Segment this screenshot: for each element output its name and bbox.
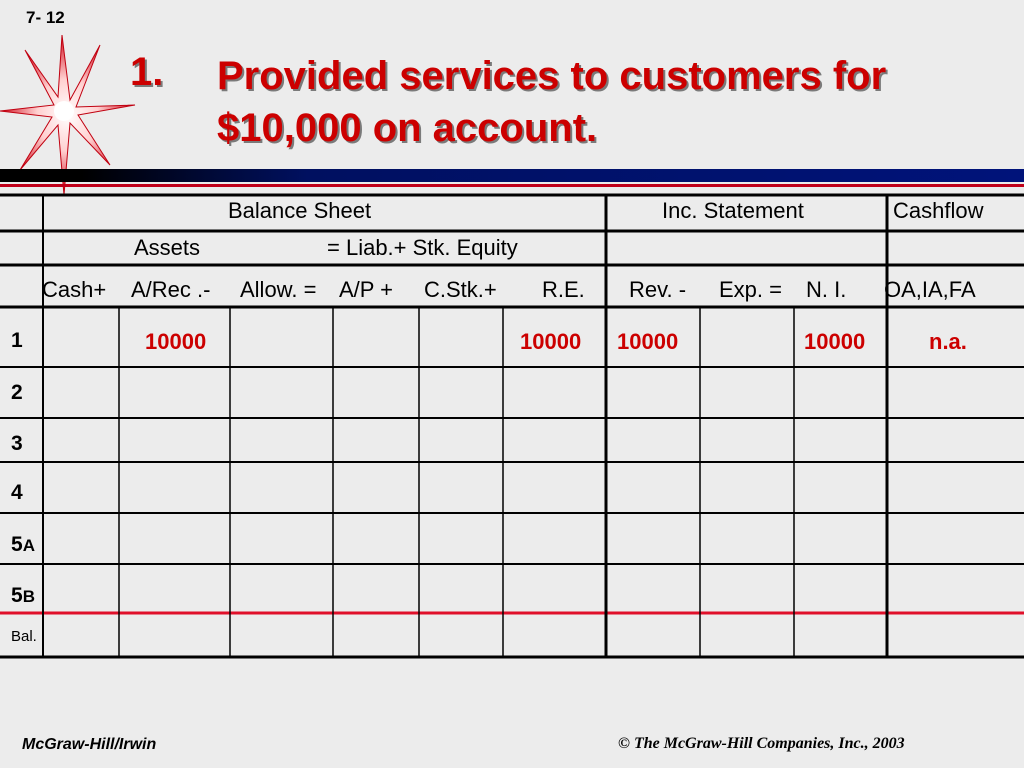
row-label-2: 2 — [11, 381, 23, 404]
cell-ni-1: 10000 — [804, 329, 866, 354]
footer-copyright: © The McGraw-Hill Companies, Inc., 2003 — [618, 735, 905, 752]
header-inc-statement: Inc. Statement — [662, 198, 804, 223]
col-rev: Rev. - — [629, 277, 687, 302]
col-exp: Exp. = — [719, 277, 782, 302]
row-label-3: 3 — [11, 432, 23, 455]
row-label-5b — [11, 584, 35, 608]
title-line-1: Provided services to customers for — [217, 54, 887, 98]
cell-arec-1: 10000 — [145, 329, 207, 354]
header-liab-equity: = Liab.+ Stk. Equity — [327, 235, 518, 260]
row-label-bal: Bal. — [11, 628, 37, 645]
col-ap: A/P + — [339, 277, 394, 302]
slide-number: 7- 12 — [26, 8, 65, 27]
cell-re-1: 10000 — [520, 329, 582, 354]
cell-cf-1: n.a. — [929, 329, 967, 354]
col-allow: Allow. = — [240, 277, 317, 302]
col-re: R.E. — [542, 277, 585, 302]
title-line-2: $10,000 on account. — [217, 106, 598, 150]
footer-publisher: McGraw-Hill/Irwin — [22, 736, 157, 753]
col-ni: N. I. — [806, 277, 847, 302]
row-label-5a-main: 5 — [11, 533, 23, 556]
header-assets: Assets — [134, 235, 201, 260]
cell-rev-1: 10000 — [617, 329, 679, 354]
row-label-5b-sub: B — [22, 587, 35, 606]
col-arec: A/Rec .- — [131, 277, 211, 302]
row-label-5a — [11, 533, 35, 557]
row-label-4: 4 — [11, 481, 23, 504]
header-balance-sheet: Balance Sheet — [228, 198, 372, 223]
col-cf: OA,IA,FA — [884, 277, 976, 302]
header-cashflow: Cashflow — [893, 198, 984, 223]
row-label-5a-sub: A — [22, 536, 35, 555]
title-number: 1. — [130, 50, 164, 94]
col-cstk: C.Stk.+ — [424, 277, 497, 302]
row-label-5b-main: 5 — [11, 584, 23, 607]
row-label-1: 1 — [11, 329, 23, 352]
col-cash: Cash+ — [42, 277, 107, 302]
